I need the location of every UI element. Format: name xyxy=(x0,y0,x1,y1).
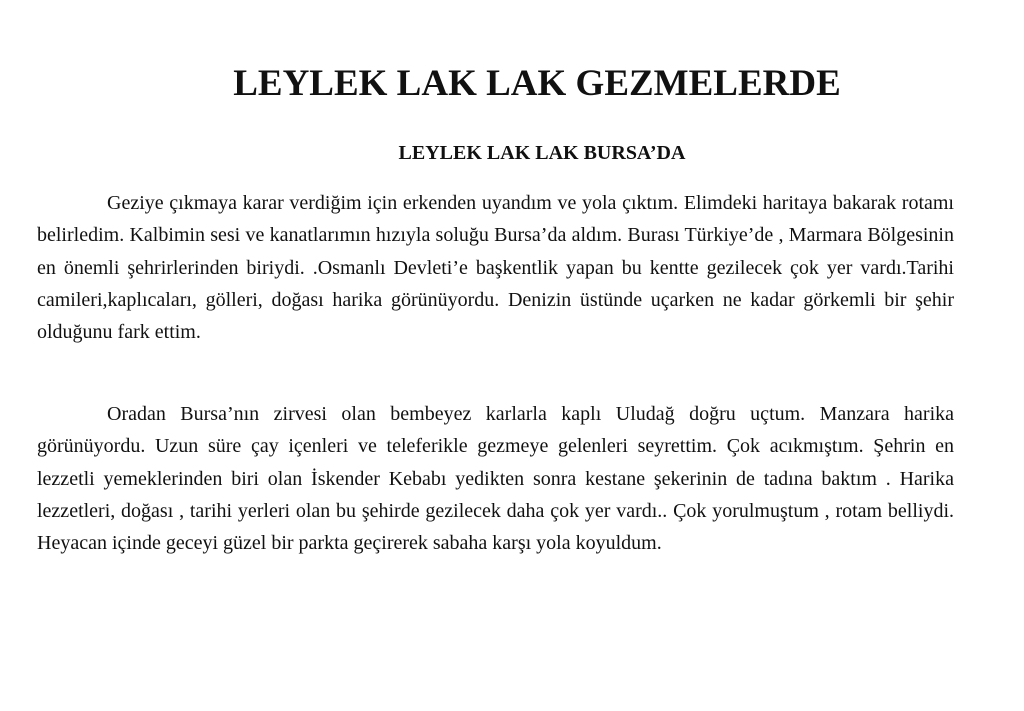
document-subtitle: LEYLEK LAK LAK BURSA’DA xyxy=(398,142,686,164)
paragraph-2: Oradan Bursa’nın zirvesi olan bembeyez karlarla kaplı Uludağ doğru uçtum. Manzara harika görünüyordu. Uzun süre çay içenleri ve teleferikle gezmeye gelenleri seyrettim. Çok acıkmıştım. Şehrin en lezzetli yemeklerinden biri olan İskender Kebabı yedikten sonra kestane şekerinin de tadına baktım . Harika lezzetleri, doğası , tarihi yerleri olan bu şehirde gezilecek daha çok yer vardı.. Çok yorulmuştum , rotam belliydi. Heyacan içinde geceyi güzel bir parkta geçirerek sabaha karşı yola koyuldum. xyxy=(37,403,954,555)
document-title: LEYLEK LAK LAK GEZMELERDE xyxy=(233,63,841,104)
paragraph-1: Geziye çıkmaya karar verdiğim için erkenden uyandım ve yola çıktım. Elimdeki haritaya bakarak rotamı belirledim. Kalbimin sesi ve kanatlarımın hızıyla soluğu Bursa’da aldım. Burası Türkiye’de , Marmara Bölgesinin en önemli şehrirlerinden biriydi. .Osmanlı Devleti’e başkentlik yapan bu kentte gezilecek çok yer vardı.Tarihi camileri,kaplıcaları, gölleri, doğası harika görünüyordu. Denizin üstünde uçarken ne kadar görkemli bir şehir olduğunu fark ettim. xyxy=(37,192,954,344)
